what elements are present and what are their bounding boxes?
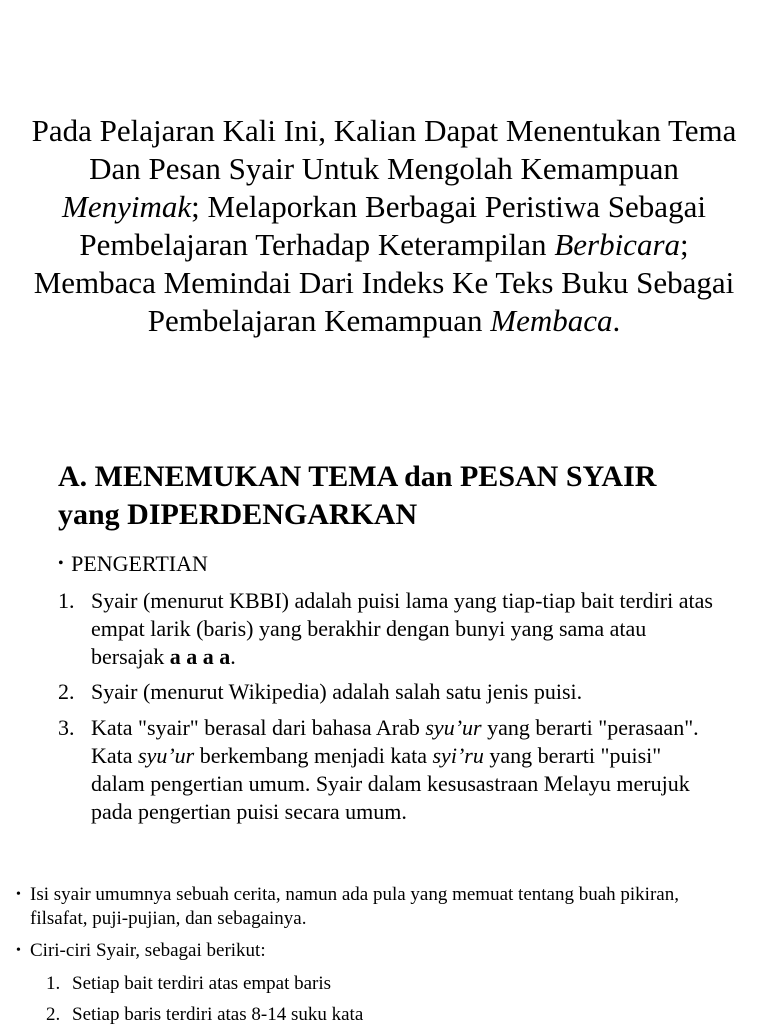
char-item-number: 2. — [46, 1004, 61, 1025]
content-bullet — [16, 883, 716, 931]
bullet-icon: • — [16, 943, 21, 958]
section-heading: A. MENEMUKAN TEMA dan PESAN SYAIR yang DIPERDENGARKAN — [58, 460, 657, 531]
bullet-icon: • — [16, 887, 21, 902]
item-3-t2: yang berarti "perasaan". Kata — [91, 715, 699, 768]
intro-italic-menyimak: Menyimak — [62, 189, 192, 224]
item-3-t3: berkembang menjadi kata — [194, 743, 433, 768]
definition-item-2 — [58, 678, 718, 706]
intro-italic-berbicara: Berbicara — [554, 227, 681, 262]
item-1-text: Syair (menurut KBBI) adalah puisi lama yang tiap-tiap bait terdiri atas empat larik (baris) yang berakhir dengan bunyi yang sama atau bersajak — [91, 588, 713, 669]
item-3-i1: syu’ur — [425, 715, 482, 740]
intro-text-2: ; Melaporkan Berbagai Peristiwa Sebagai Pembelajaran Terhadap Keterampilan — [79, 189, 706, 262]
item-3-i3: syi’ru — [432, 743, 484, 768]
definition-item-1 — [58, 587, 718, 671]
intro-text-1: Pada Pelajaran Kali Ini, Kalian Dapat Menentukan Tema Dan Pesan Syair Untuk Mengolah Kemampuan — [31, 113, 737, 186]
definition-item-3 — [58, 714, 718, 826]
item-1-bold: a a a a — [169, 644, 231, 669]
characteristic-item-2 — [46, 1003, 363, 1027]
characteristics-bullet-text: Ciri-ciri Syair, sebagai berikut: — [30, 940, 266, 961]
item-3-t4: yang berarti "puisi" dalam pengertian umum. Syair dalam kesusastraan Melayu merujuk pada pengertian puisi secara umum. — [91, 743, 690, 824]
intro-text-3: ; Membaca Memindai Dari Indeks Ke Teks Buku Sebagai Pembelajaran Kemampuan — [33, 227, 735, 338]
bullet-icon: • — [58, 555, 64, 572]
item-2-text: Syair (menurut Wikipedia) adalah salah satu jenis puisi. — [91, 679, 583, 704]
content-bullet-text: Isi syair umumnya sebuah cerita, namun ada pula yang memuat tentang buah pikiran, filsafat, puji-pujian, dan sebagainya. — [30, 884, 679, 929]
char-item-number: 1. — [46, 973, 61, 994]
item-number: 3. — [58, 715, 75, 740]
item-number: 2. — [58, 679, 75, 704]
item-1-end: . — [230, 644, 236, 669]
item-3-t1: Kata "syair" berasal dari bahasa Arab — [91, 715, 426, 740]
pengertian-label: PENGERTIAN — [71, 551, 208, 576]
characteristic-item-1 — [46, 972, 331, 996]
intro-paragraph — [20, 112, 748, 340]
char-item-text: Setiap bait terdiri atas empat baris — [72, 973, 332, 994]
item-3-text — [91, 714, 718, 826]
pengertian-bullet — [58, 551, 208, 577]
intro-text-4: . — [612, 303, 621, 338]
characteristics-bullet — [16, 939, 716, 963]
intro-italic-membaca: Membaca — [490, 303, 613, 338]
char-item-text: Setiap baris terdiri atas 8-14 suku kata — [72, 1004, 364, 1025]
item-text — [91, 587, 718, 671]
item-number: 1. — [58, 588, 75, 613]
item-3-i2: syu’ur — [138, 743, 195, 768]
